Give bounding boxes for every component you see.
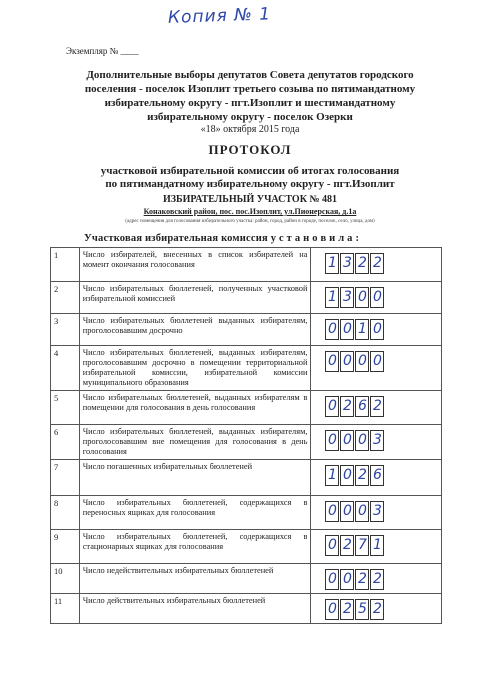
digit-box: 3 [340, 287, 354, 308]
row-description: Число избирательных бюллетеней, содержащихся в переносных ящиках для голосования [79, 496, 311, 530]
copy-number-line: Экземпляр № ____ [66, 46, 139, 56]
row-value [311, 564, 442, 594]
row-value [311, 460, 442, 496]
polling-station: ИЗБИРАТЕЛЬНЫЙ УЧАСТОК № 481 [162, 194, 337, 205]
digit-box: 0 [340, 501, 354, 522]
results-table [50, 247, 442, 624]
row-number: 2 [51, 282, 80, 314]
digit-box: 2 [355, 253, 369, 274]
digit-boxes [325, 465, 385, 486]
digit-box: 0 [355, 501, 369, 522]
digit-boxes [325, 430, 385, 451]
digit-box: 0 [325, 535, 339, 556]
commission-statement: Участковая избирательная комиссия у с т а н о в и л а : [84, 233, 360, 244]
row-description: Число погашенных избирательных бюллетеней [79, 460, 311, 496]
row-number: 10 [51, 564, 80, 594]
digit-box: 2 [370, 569, 384, 590]
election-title-line-3: избирательному округу - пгт.Изоплит и шестимандатному [104, 97, 396, 109]
digit-box: 0 [325, 430, 339, 451]
digit-boxes [325, 253, 385, 274]
digit-box: 3 [370, 430, 384, 451]
election-date: «18» октября 2015 года [200, 124, 300, 135]
digit-box: 0 [340, 569, 354, 590]
row-value [311, 530, 442, 564]
row-description: Число избирательных бюллетеней, выданных избирателям, проголосовавшим вне помещения для голосования в день голосования [79, 425, 311, 460]
digit-box: 0 [340, 351, 354, 372]
digit-box: 2 [355, 465, 369, 486]
digit-boxes [325, 287, 385, 308]
table-row [51, 282, 442, 314]
digit-boxes [325, 396, 385, 417]
table-row [51, 425, 442, 460]
row-value [311, 282, 442, 314]
row-description: Число избирательных бюллетеней, содержащихся в стационарных ящиках для голосования [79, 530, 311, 564]
election-title-line-4: избирательному округу - поселок Озерки [147, 111, 353, 123]
row-description: Число недействительных избирательных бюллетеней [79, 564, 311, 594]
digit-box: 2 [340, 535, 354, 556]
row-number: 11 [51, 594, 80, 624]
table-row [51, 530, 442, 564]
row-description: Число избирательных бюллетеней, выданных избирателям в помещении для голосования в день голосования [79, 391, 311, 425]
digit-boxes [325, 569, 385, 590]
digit-box: 0 [325, 599, 339, 620]
row-number: 4 [51, 346, 80, 391]
row-number: 7 [51, 460, 80, 496]
row-number: 9 [51, 530, 80, 564]
digit-box: 1 [325, 253, 339, 274]
digit-box: 1 [325, 287, 339, 308]
subtitle-line-2: по пятимандатному избирательному округу - пгт.Изоплит [105, 178, 395, 190]
digit-box: 2 [355, 569, 369, 590]
table-row [51, 314, 442, 346]
row-description: Число действительных избирательных бюллетеней [79, 594, 311, 624]
digit-box: 1 [370, 535, 384, 556]
digit-box: 1 [325, 465, 339, 486]
digit-box: 0 [325, 569, 339, 590]
row-description: Число избирательных бюллетеней выданных избирателям, проголосовавшим досрочно [79, 314, 311, 346]
row-value [311, 391, 442, 425]
digit-box: 2 [340, 599, 354, 620]
digit-box: 0 [325, 319, 339, 340]
digit-box: 0 [370, 287, 384, 308]
digit-box: 0 [340, 465, 354, 486]
election-title-line-1: Дополнительные выборы депутатов Совета депутатов городского [86, 69, 414, 81]
digit-box: 0 [355, 430, 369, 451]
row-number: 3 [51, 314, 80, 346]
row-value [311, 496, 442, 530]
table-row [51, 460, 442, 496]
table-row [51, 346, 442, 391]
row-number: 5 [51, 391, 80, 425]
subtitle-line-1: участковой избирательной комиссии об итогах голосования [100, 165, 400, 177]
digit-boxes [325, 351, 385, 372]
digit-box: 2 [370, 599, 384, 620]
digit-box: 3 [340, 253, 354, 274]
table-row [51, 496, 442, 530]
row-description: Число избирательных бюллетеней, полученных участковой избирательной комиссией [79, 282, 311, 314]
digit-box: 0 [370, 351, 384, 372]
row-value [311, 248, 442, 282]
row-value [311, 425, 442, 460]
digit-boxes [325, 319, 385, 340]
digit-box: 2 [370, 253, 384, 274]
digit-box: 3 [370, 501, 384, 522]
address-note: (адрес помещения для голосования избирательного участка: район, город, район в городе, поселок, село, улица, дом) [125, 219, 375, 224]
digit-boxes [325, 501, 385, 522]
election-title-line-2: поселения - поселок Изоплит третьего созыва по пятимандатному [84, 83, 416, 95]
digit-box: 1 [355, 319, 369, 340]
row-value [311, 594, 442, 624]
digit-boxes [325, 599, 385, 620]
digit-box: 5 [355, 599, 369, 620]
digit-box: 6 [355, 396, 369, 417]
digit-boxes [325, 535, 385, 556]
protocol-subtitle [60, 165, 440, 191]
table-row [51, 391, 442, 425]
row-description: Число избирательных бюллетеней, выданных избирателям, проголосовавшим досрочно в помещении территориальной избирательной комиссии, избирательной комиссии муниципального образования [79, 346, 311, 391]
digit-box: 6 [370, 465, 384, 486]
table-row [51, 564, 442, 594]
digit-box: 0 [355, 351, 369, 372]
row-value [311, 346, 442, 391]
digit-box: 0 [325, 501, 339, 522]
row-number: 6 [51, 425, 80, 460]
row-number: 8 [51, 496, 80, 530]
polling-station-address: Конаковский район, пос. пос.Изоплит, ул.Пионерская, д.1а [143, 207, 357, 216]
row-description: Число избирателей, внесенных в список избирателей на момент окончания голосования [79, 248, 311, 282]
handwritten-copy-label: Копия № 1 [167, 4, 272, 28]
digit-box: 0 [355, 287, 369, 308]
row-number: 1 [51, 248, 80, 282]
digit-box: 2 [370, 396, 384, 417]
digit-box: 2 [340, 396, 354, 417]
digit-box: 0 [340, 319, 354, 340]
digit-box: 0 [370, 319, 384, 340]
protocol-heading: ПРОТОКОЛ [208, 142, 292, 157]
digit-box: 0 [325, 396, 339, 417]
row-value [311, 314, 442, 346]
digit-box: 0 [340, 430, 354, 451]
digit-box: 7 [355, 535, 369, 556]
table-row [51, 248, 442, 282]
digit-box: 0 [325, 351, 339, 372]
table-row [51, 594, 442, 624]
